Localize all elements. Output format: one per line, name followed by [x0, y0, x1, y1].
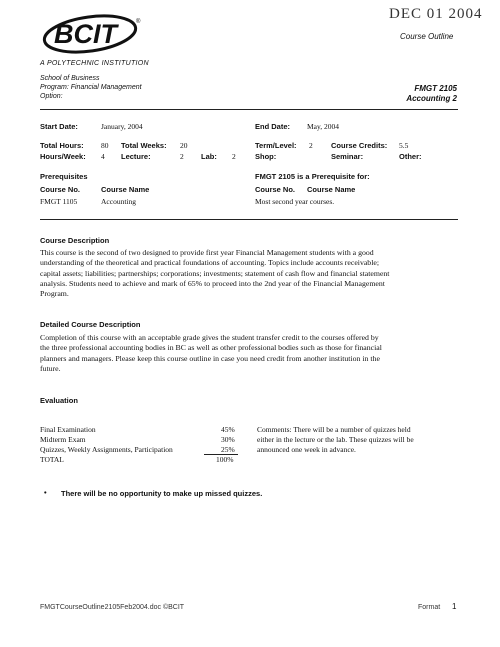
svg-text:BCIT: BCIT: [54, 19, 117, 49]
option-label: Option:: [40, 93, 63, 100]
course-credits-label: Course Credits:: [331, 141, 388, 150]
description-line: analysis. Students need to achieve and mark of 65% to proceed into the 2nd year of the Financial Management: [40, 278, 385, 288]
evaluation-heading: Evaluation: [40, 396, 78, 405]
course-description-heading: Course Description: [40, 236, 110, 245]
detailed-line: the three professional accounting bodies in BC as well as other professional bodies such as those for financial: [40, 343, 382, 353]
detailed-line: planners and managers. Please keep this course outline in case you need credit from another institution in the: [40, 353, 380, 363]
term-level-label: Term/Level:: [255, 141, 297, 150]
other-label: Other:: [399, 152, 422, 161]
prereq-course-name: Accounting: [101, 197, 136, 206]
total-hours-label: Total Hours:: [40, 141, 84, 150]
course-title: Accounting 2: [406, 94, 457, 103]
hours-week-value: 4: [101, 152, 105, 161]
prereq-col-course-no: Course No.: [40, 185, 81, 194]
missed-quizzes-note: There will be no opportunity to make up missed quizzes.: [61, 489, 263, 498]
total-weeks-value: 20: [180, 141, 188, 150]
course-code: FMGT 2105: [414, 84, 457, 93]
svg-text:®: ®: [136, 19, 141, 25]
description-line: This course is the second of two designed to provide first year Financial Management students with a good: [40, 248, 374, 257]
seminar-label: Seminar:: [331, 152, 364, 161]
prereq-divider: [40, 219, 458, 220]
description-line: capital assets; liabilities; partnerships; corporations; investments; statement of cash flow and financial statement: [40, 268, 390, 278]
prerequisites-heading: Prerequisites: [40, 172, 88, 181]
evaluation-comment-line: either in the lecture or the lab. These quizzes will be: [257, 435, 414, 444]
evaluation-pct: 45%: [221, 425, 235, 434]
evaluation-item: Midterm Exam: [40, 435, 86, 444]
shop-label: Shop:: [255, 152, 277, 161]
program-name: Program: Financial Management: [40, 84, 142, 91]
evaluation-total-label: TOTAL: [40, 455, 64, 464]
bcit-logo: [40, 12, 150, 56]
prereq-for-col-course-name: Course Name: [307, 185, 356, 194]
term-level-value: 2: [309, 141, 313, 150]
lecture-value: 2: [180, 152, 184, 161]
school-name: School of Business: [40, 75, 100, 82]
course-credits-value: 5.5: [399, 141, 409, 150]
document-type: Course Outline: [400, 32, 454, 41]
end-date-value: May, 2004: [307, 122, 340, 131]
prereq-for-text: Most second year courses.: [255, 197, 335, 206]
received-date-stamp: DEC 01 2004: [389, 6, 483, 22]
detailed-line: Completion of this course with an acceptable grade gives the student transfer credit to the courses offered by: [40, 333, 379, 342]
page-number: 1: [452, 602, 457, 611]
evaluation-pct: 25%: [221, 445, 235, 454]
description-line: Program.: [40, 289, 69, 299]
total-weeks-label: Total Weeks:: [121, 141, 167, 150]
evaluation-item: Final Examination: [40, 425, 96, 434]
evaluation-item: Quizzes, Weekly Assignments, Participation: [40, 445, 173, 454]
header-divider: [40, 109, 458, 110]
end-date-label: End Date:: [255, 122, 291, 131]
lab-label: Lab:: [201, 152, 217, 161]
evaluation-comment-line: announced one week in advance.: [257, 445, 356, 454]
prereq-course-no: FMGT 1105: [40, 197, 78, 206]
note-bullet-icon: •: [44, 488, 47, 497]
detailed-line: future.: [40, 363, 61, 373]
description-line: understanding of the theoretical and practical foundations of accounting. Topics include accounts receivable;: [40, 258, 380, 268]
prereq-for-heading: FMGT 2105 is a Prerequisite for:: [255, 172, 370, 181]
footer-format-label: Format: [418, 604, 441, 611]
start-date-label: Start Date:: [40, 122, 78, 131]
prereq-col-course-name: Course Name: [101, 185, 150, 194]
prereq-for-col-course-no: Course No.: [255, 185, 296, 194]
detailed-description-heading: Detailed Course Description: [40, 320, 141, 329]
start-date-value: January, 2004: [101, 122, 143, 131]
lab-value: 2: [232, 152, 236, 161]
evaluation-comment-line: Comments: There will be a number of quizzes held: [257, 425, 411, 434]
total-hours-value: 80: [101, 141, 109, 150]
lecture-label: Lecture:: [121, 152, 151, 161]
evaluation-total-pct: 100%: [216, 455, 234, 464]
hours-week-label: Hours/Week:: [40, 152, 86, 161]
evaluation-pct: 30%: [221, 435, 235, 444]
logo-tagline: A POLYTECHNIC INSTITUTION: [40, 60, 149, 67]
footer-filename: FMGTCourseOutline2105Feb2004.doc ©BCIT: [40, 604, 185, 611]
